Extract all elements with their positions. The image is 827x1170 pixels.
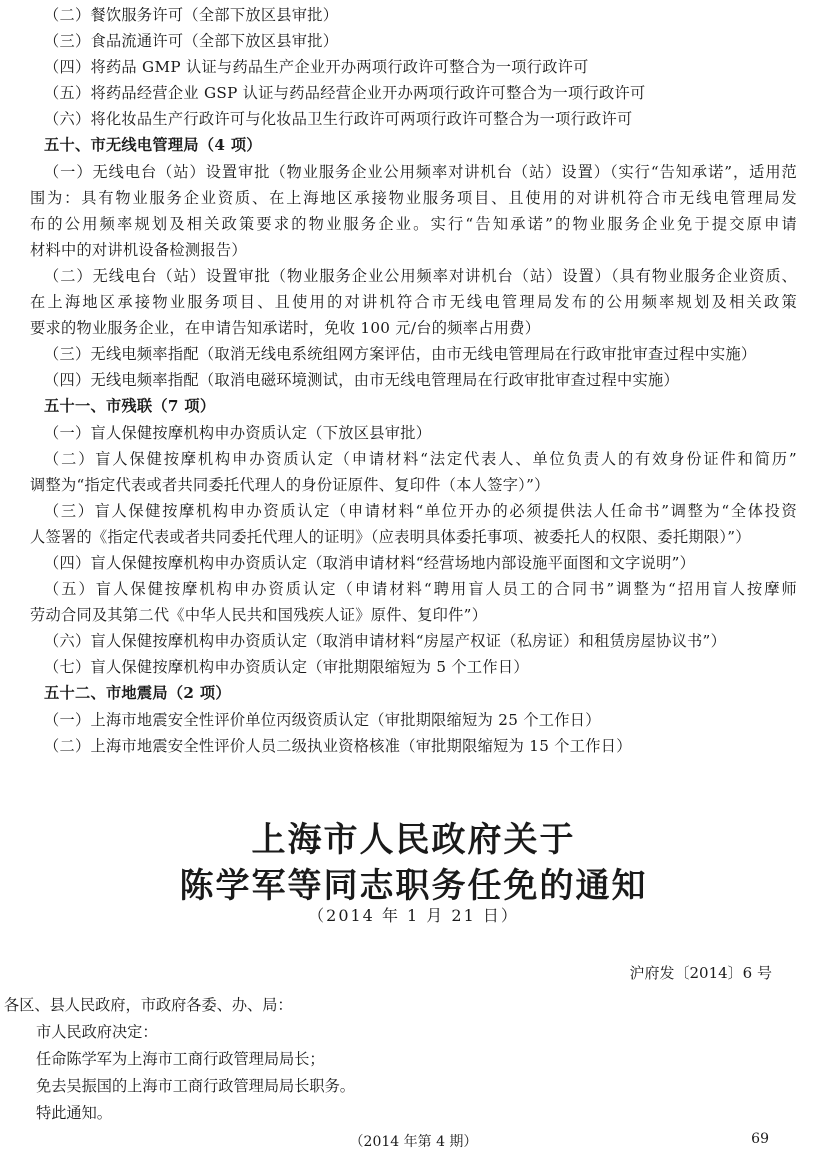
section-heading: 五十、市无线电管理局（4 项） [44, 136, 262, 155]
recipients: 各区、县人民政府，市政府各委、办、局： [4, 996, 293, 1014]
list-line: （四）盲人保健按摩机构申办资质认定（取消申请材料“经营场地内部设施平面图和文字说明”） [44, 553, 696, 572]
section-heading: 五十二、市地震局（2 项） [44, 684, 231, 703]
list-line: （五）将药品经营企业 GSP 认证与药品经营企业开办两项行政许可整合为一项行政许可 [44, 84, 646, 103]
list-line: 要求的物业服务企业，在申请告知承诺时，免收 100 元/台的频率占用费） [30, 319, 541, 338]
list-line: 人签署的《指定代表或者共同委托代理人的证明》（应表明具体委托事项、被委托人的权限、委托期限）”） [30, 527, 751, 546]
list-line: （四）将药品 GMP 认证与药品生产企业开办两项行政许可整合为一项行政许可 [44, 58, 589, 77]
list-line: （六）盲人保健按摩机构申办资质认定（取消申请材料“房屋产权证（私房证）和租赁房屋协议书”） [44, 632, 727, 651]
list-line: 在上海地区承接物业服务项目、且使用的对讲机符合市无线电管理局发布的公用频率规划及相关政策 [30, 293, 797, 312]
list-line: 材料中的对讲机设备检测报告） [30, 240, 247, 259]
list-line: （六）将化妆品生产行政许可与化妆品卫生行政许可两项行政许可整合为一项行政许可 [44, 110, 633, 129]
notice-title-line1: 上海市人民政府关于 [251, 820, 576, 860]
list-line: （一）盲人保健按摩机构申办资质认定（下放区县审批） [44, 423, 432, 442]
notice-body-line: 任命陈学军为上海市工商行政管理局局长； [36, 1050, 325, 1068]
list-line: （七）盲人保健按摩机构申办资质认定（审批期限缩短为 5 个工作日） [44, 658, 529, 677]
list-line: （三）无线电频率指配（取消无线电系统组网方案评估，由市无线电管理局在行政审批审查过程中实施） [44, 345, 757, 364]
notice-body-line: 市人民政府决定： [36, 1023, 158, 1041]
list-line: （二）盲人保健按摩机构申办资质认定（申请材料“法定代表人、单位负责人的有效身份证件和简历” [44, 449, 797, 468]
list-line: 调整为“指定代表或者共同委托代理人的身份证原件、复印件（本人签字）”） [30, 475, 550, 494]
list-line: 布的公用频率规划及相关政策要求的物业服务企业。实行“告知承诺”的物业服务企业免于提交原申请 [30, 214, 797, 233]
list-line: （二）餐饮服务许可（全部下放区县审批） [44, 6, 339, 24]
list-line: （一）无线电台（站）设置审批（物业服务企业公用频率对讲机台（站）设置）（实行“告知承诺”，适用范 [44, 162, 797, 181]
list-line: 劳动合同及其第二代《中华人民共和国残疾人证》原件、复印件”） [30, 606, 488, 625]
list-line: （三）盲人保健按摩机构申办资质认定（申请材料“单位开办的必须提供法人任命书”调整为“全体投资 [44, 501, 797, 520]
notice-body-line: 特此通知。 [36, 1104, 112, 1122]
list-line: （二）无线电台（站）设置审批（物业服务企业公用频率对讲机台（站）设置）（具有物业服务企业资质、 [44, 266, 797, 285]
document-number: 沪府发〔2014〕6 号 [629, 964, 772, 982]
notice-date: （2014 年 1 月 21 日） [308, 906, 519, 925]
list-line: 围为：具有物业服务企业资质、在上海地区承接物业服务项目、且使用的对讲机符合市无线电管理局发 [30, 188, 797, 207]
notice-body-line: 免去吴振国的上海市工商行政管理局局长职务。 [36, 1077, 355, 1095]
upper-section [0, 2, 827, 759]
list-line: （三）食品流通许可（全部下放区县审批） [44, 32, 339, 51]
page-number: 69 [751, 1131, 769, 1147]
notice-title-line2: 陈学军等同志职务任免的通知 [179, 866, 648, 906]
list-line: （五）盲人保健按摩机构申办资质认定（申请材料“聘用盲人员工的合同书”调整为“招用盲人按摩师 [44, 580, 797, 599]
footer-issue: （2014 年第 4 期） [349, 1134, 478, 1150]
list-line: （二）上海市地震安全性评价人员二级执业资格核准（审批期限缩短为 15 个工作日） [44, 736, 632, 755]
list-line: （一）上海市地震安全性评价单位丙级资质认定（审批期限缩短为 25 个工作日） [44, 710, 601, 729]
section-heading: 五十一、市残联（7 项） [44, 397, 216, 416]
list-line: （四）无线电频率指配（取消电磁环境测试，由市无线电管理局在行政审批审查过程中实施） [44, 371, 679, 390]
